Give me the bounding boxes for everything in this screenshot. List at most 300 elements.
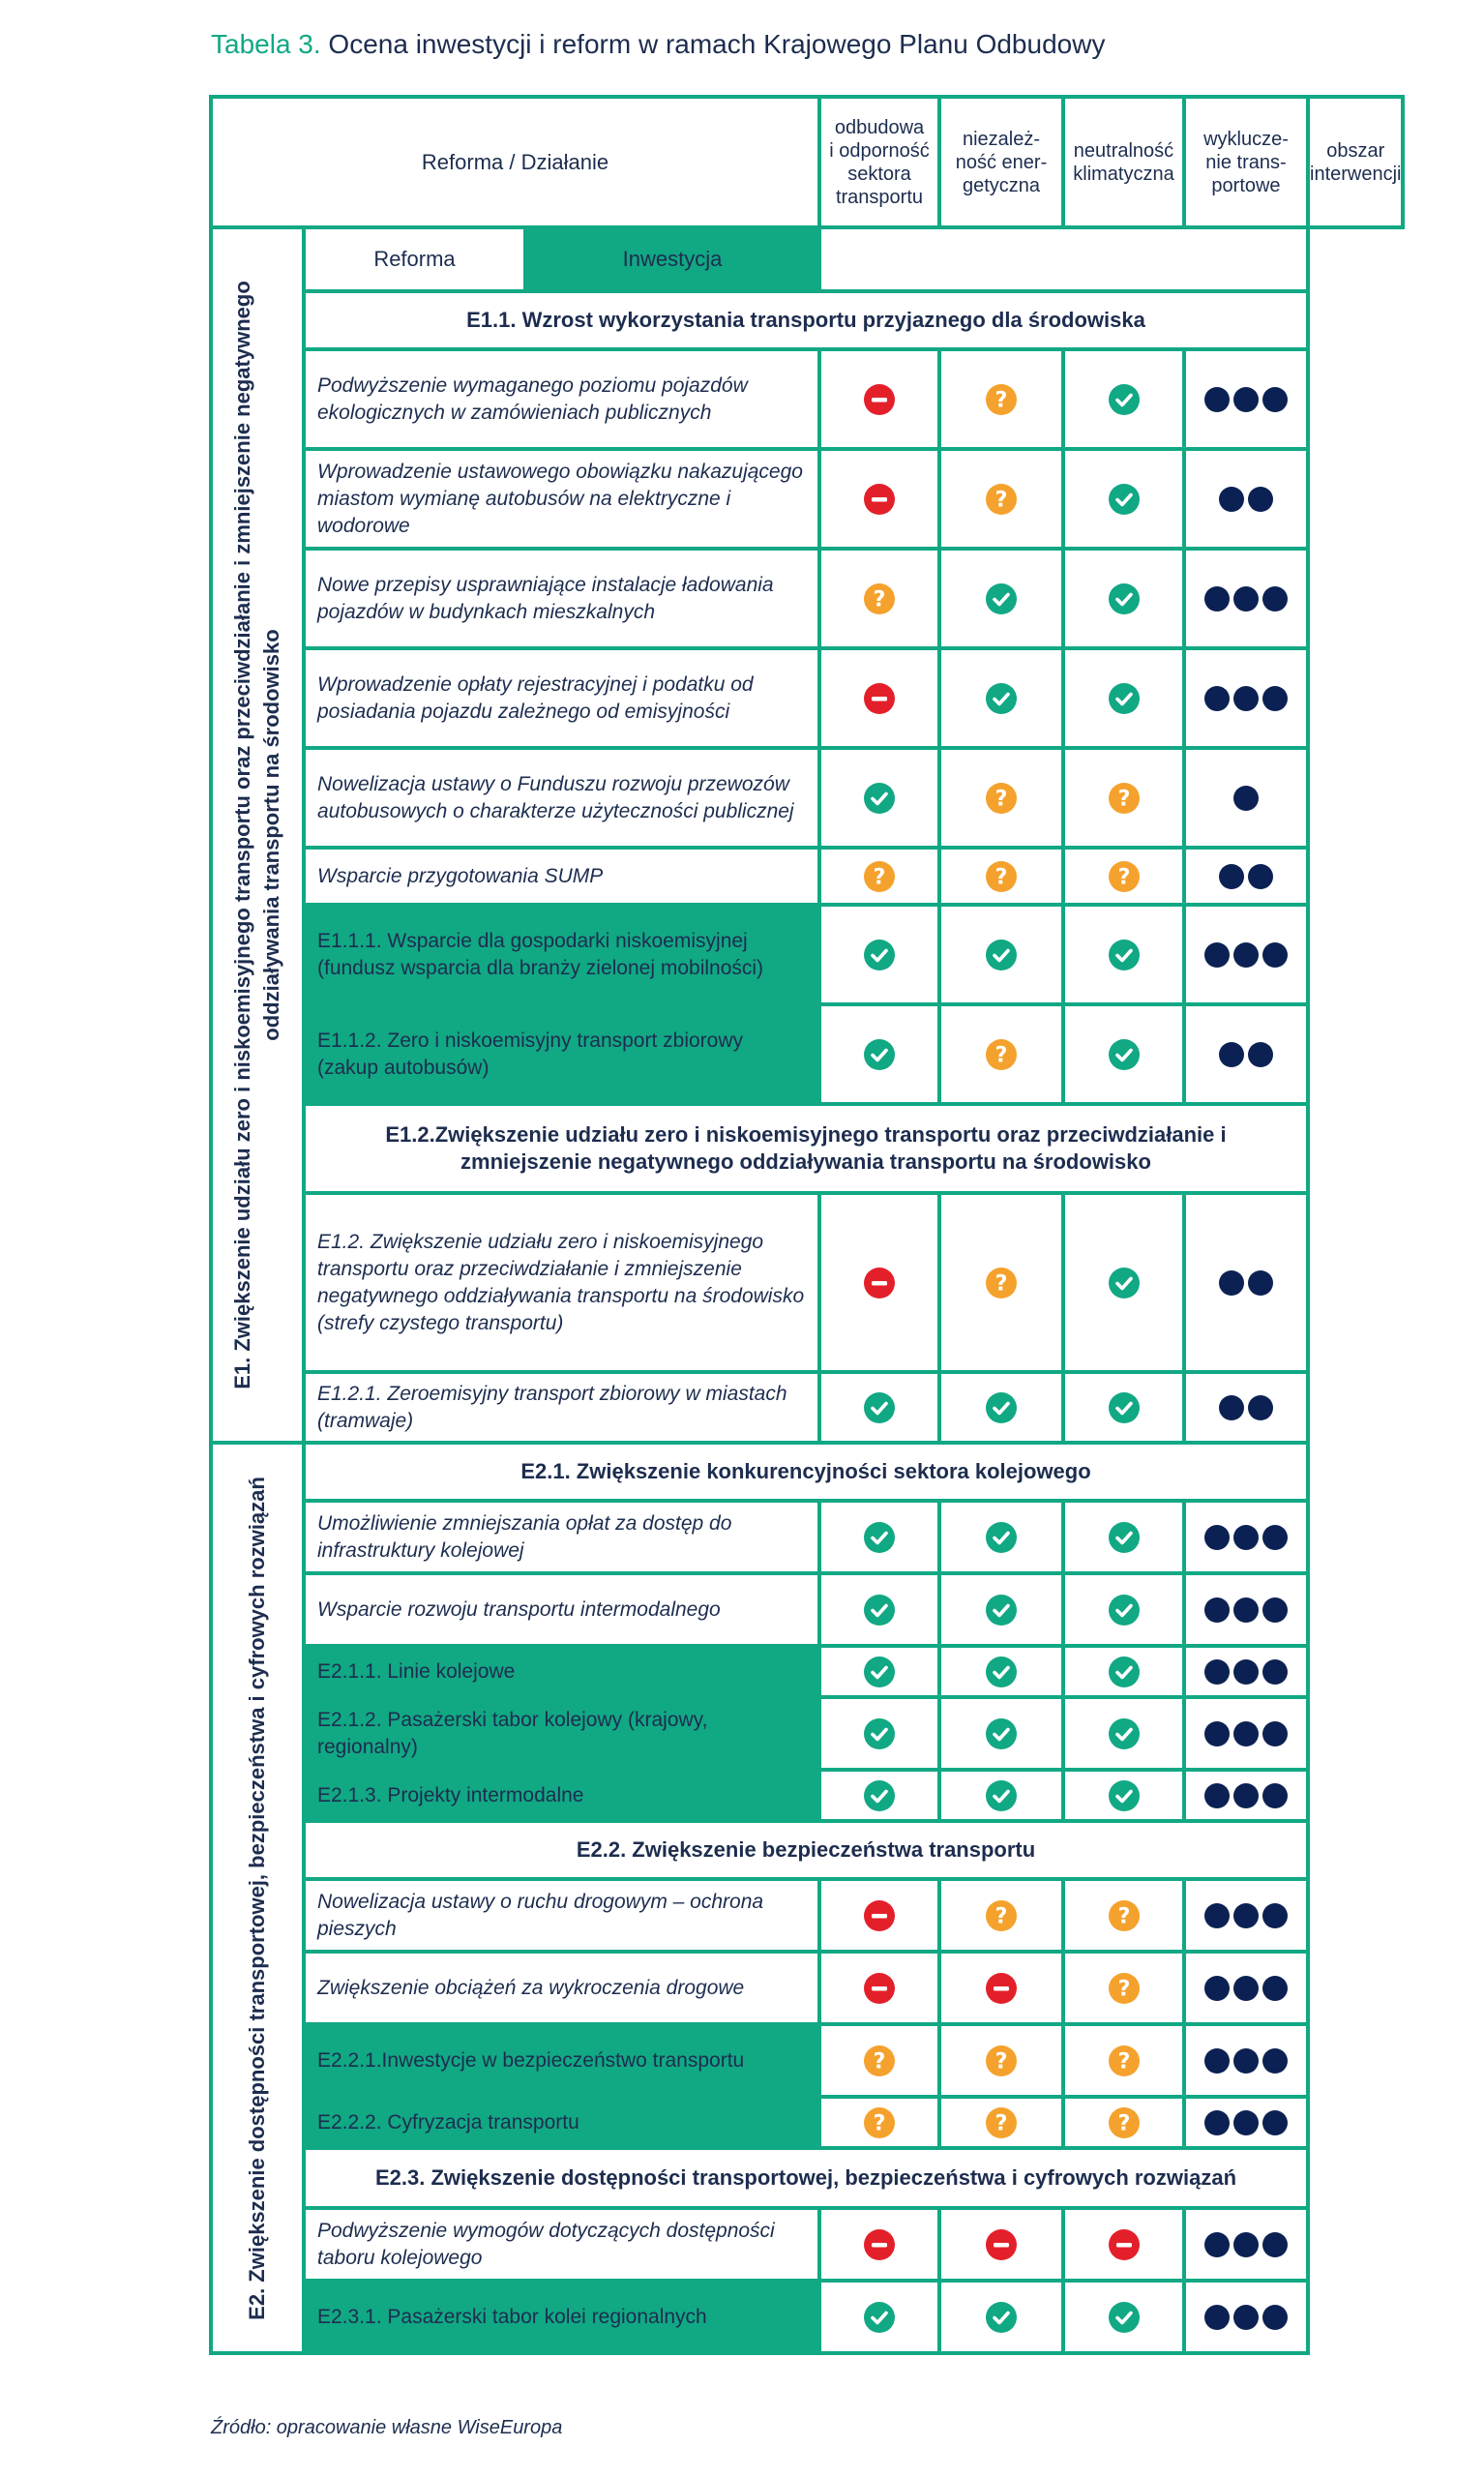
svg-text:?: ? [994,1271,1008,1296]
section-heading-text: E2.2. Zwiększenie bezpieczeństwa transportu [576,1837,1036,1862]
reform-row-label [302,1499,821,1575]
check-icon [864,1522,895,1553]
row-label-text: E1.1.2. Zero i niskoemisyjny transport zbiorowy (zakup autobusów) [317,1029,744,1079]
assessment-cell [1061,347,1186,451]
check-icon [1109,1039,1140,1070]
column-header-4 [1182,95,1310,229]
svg-text:?: ? [994,1904,1008,1928]
assessment-cell [1061,1695,1186,1772]
check-icon [1109,583,1140,614]
intervention-dot [1233,1597,1259,1623]
intervention-area-cell [1182,1644,1310,1699]
assessment-cell [817,1499,941,1575]
assessment-cell [817,2206,941,2283]
minus-icon [864,2229,895,2260]
intervention-area-cell [1182,1571,1310,1648]
check-icon [1109,1780,1140,1811]
reform-action-header [209,95,821,229]
assessment-cell [1061,2206,1186,2283]
group-e1-text: E1. Zwiększenie udziału zero i niskoemisyjnego transportu oraz przeciwdziałanie i zmniejszenie negatywnego oddziaływania transportu na środowisko [230,281,283,1389]
assessment-cell [817,1950,941,2026]
intervention-dot [1248,1270,1273,1296]
svg-text:?: ? [994,787,1008,811]
reform-row-label [302,1370,821,1445]
assessment-cell [817,1768,941,1823]
intervention-dot [1219,1395,1244,1420]
section-heading-text: E1.1. Wzrost wykorzystania transportu przyjaznego dla środowiska [466,308,1145,332]
assessment-cell [1061,2279,1186,2355]
assessment-cell [1061,2095,1186,2150]
intervention-dot [1262,2048,1288,2074]
assessment-cell [817,1002,941,1106]
intervention-dot [1233,786,1259,811]
question-icon [986,2107,1017,2138]
assessment-cell [817,746,941,850]
source-note: Źródło: opracowanie własne WiseEuropa [211,2417,563,2438]
question-icon [864,2045,895,2076]
intervention-dot [1248,487,1273,512]
question-icon [986,2045,1017,2076]
intervention-dot [1204,2110,1230,2135]
row-label-text: Podwyższenie wymogów dotyczących dostępności taboru kolejowego [317,2219,775,2269]
investment-row-label [302,1768,821,1823]
column-header-1 [817,95,941,229]
svg-text:?: ? [873,2111,886,2135]
intervention-area-cell [1182,1877,1310,1954]
table-number: Tabela 3. [211,29,321,59]
minus-icon [864,384,895,415]
question-icon [986,861,1017,892]
column-header-label: niezależ- ność ener- getyczna [955,128,1048,196]
question-icon [864,2107,895,2138]
group-label-e2 [209,1441,306,2355]
reform-row-label [302,646,821,750]
question-icon [864,861,895,892]
check-icon [864,1718,895,1749]
intervention-area-cell [1182,646,1310,750]
assessment-cell [1061,447,1186,551]
intervention-area-cell [1182,746,1310,850]
intervention-dot [1233,1783,1259,1808]
assessment-cell [1061,746,1186,850]
svg-text:?: ? [994,865,1008,889]
assessment-cell [817,646,941,750]
section-heading-text: E2.1. Zwiększenie konkurencyjności sektora kolejowego [520,1459,1091,1483]
svg-text:?: ? [1117,787,1130,811]
assessment-cell [817,1877,941,1954]
check-icon [1109,1268,1140,1298]
intervention-dot [1262,1721,1288,1746]
tabs-filler [817,225,1310,293]
intervention-dot [1233,1903,1259,1928]
check-icon [986,1392,1017,1423]
intervention-dot [1204,942,1230,968]
minus-icon [864,1900,895,1931]
check-icon [986,683,1017,714]
minus-icon [1109,2229,1140,2260]
intervention-dot [1262,2305,1288,2330]
row-label-text: Wprowadzenie ustawowego obowiązku nakazującego miastom wymianę autobusów na elektryczne i wodorowe [317,460,803,537]
svg-text:?: ? [873,587,886,612]
assessment-cell [937,903,1065,1006]
question-icon [986,384,1017,415]
group-e2-text: E2. Zwiększenie dostępności transportowej, bezpieczeństwa i cyfrowych rozwiązań [245,1476,269,2320]
row-label-text: Nowe przepisy usprawniające instalacje ładowania pojazdów w budynkach mieszkalnych [317,573,774,623]
column-header-2 [937,95,1065,229]
check-icon [864,1780,895,1811]
question-icon [1109,2107,1140,2138]
assessment-cell [817,447,941,551]
check-icon [986,2302,1017,2333]
check-icon [1109,384,1140,415]
assessment-cell [937,846,1065,907]
assessment-cell [1061,1571,1186,1648]
assessment-cell [937,746,1065,850]
intervention-dot [1233,1659,1259,1685]
reform-row-label [302,347,821,451]
intervention-area-cell [1182,2095,1310,2150]
section-heading-text: E1.2.Zwiększenie udziału zero i niskoemisyjnego transportu oraz przeciwdziałanie i zmniejszenie negatywnego oddziaływania transportu na środowisko [385,1122,1227,1174]
intervention-dot [1262,1976,1288,2001]
row-label-text: E2.3.1. Pasażerski tabor kolei regionalnych [317,2305,707,2328]
check-icon [864,1392,895,1423]
legend-reform-label: Reforma [373,247,456,271]
assessment-cell [1061,1877,1186,1954]
intervention-dot [1262,586,1288,612]
intervention-dot [1204,2232,1230,2257]
check-icon [1109,1392,1140,1423]
investment-row-label [302,1644,821,1699]
intervention-dot [1204,1721,1230,1746]
assessment-cell [937,1191,1065,1374]
intervention-area-cell [1182,2206,1310,2283]
assessment-table [211,97,1402,2390]
intervention-dot [1233,387,1259,412]
reform-row-label [302,1950,821,2026]
intervention-dot [1233,586,1259,612]
check-icon [1109,1656,1140,1687]
assessment-cell [817,547,941,650]
check-icon [864,2302,895,2333]
svg-text:?: ? [994,388,1008,412]
minus-icon [986,2229,1017,2260]
intervention-area-cell [1182,347,1310,451]
assessment-cell [1061,846,1186,907]
reform-row-label [302,846,821,907]
column-header-label: wyklucze- nie trans- portowe [1203,128,1289,196]
column-header-label: neutralność klimatyczna [1073,139,1174,185]
row-label-text: Wsparcie przygotowania SUMP [317,864,604,887]
intervention-area-cell [1182,2279,1310,2355]
investment-row-label [302,903,821,1006]
assessment-cell [937,1877,1065,1954]
svg-text:?: ? [1117,2049,1130,2074]
assessment-cell [817,846,941,907]
intervention-dot [1219,487,1244,512]
assessment-cell [937,1695,1065,1772]
row-label-text: E2.2.1.Inwestycje w bezpieczeństwo transportu [317,2048,745,2072]
assessment-cell [1061,1950,1186,2026]
intervention-dot [1204,1597,1230,1623]
minus-icon [864,683,895,714]
intervention-dot [1219,1042,1244,1067]
check-icon [1109,683,1140,714]
assessment-cell [1061,547,1186,650]
assessment-cell [1061,1191,1186,1374]
svg-text:?: ? [994,1043,1008,1067]
minus-icon [864,1268,895,1298]
intervention-dot [1262,686,1288,711]
check-icon [1109,1595,1140,1626]
row-label-text: Podwyższenie wymaganego poziomu pojazdów ekologicznych w zamówieniach publicznych [317,373,748,424]
intervention-dot [1233,1976,1259,2001]
legend-investment-label: Inwestycja [622,247,723,271]
intervention-area-cell [1182,1499,1310,1575]
check-icon [986,1522,1017,1553]
question-icon [864,583,895,614]
assessment-cell [1061,1370,1186,1445]
assessment-cell [817,1191,941,1374]
assessment-cell [1061,1002,1186,1106]
intervention-dot [1262,1659,1288,1685]
investment-row-label [302,1695,821,1772]
intervention-dot [1204,1976,1230,2001]
assessment-cell [937,1644,1065,1699]
assessment-cell [937,646,1065,750]
reform-row-label [302,547,821,650]
row-label-text: E1.1.1. Wsparcie dla gospodarki niskoemisyjnej (fundusz wsparcia dla branży zielonej mobilności) [317,929,764,979]
section-heading [302,1819,1310,1881]
row-label-text: Umożliwienie zmniejszania opłat za dostęp do infrastruktury kolejowej [317,1511,732,1562]
reform-row-label [302,1877,821,1954]
assessment-cell [937,1370,1065,1445]
assessment-cell [937,2095,1065,2150]
row-label-text: E2.1.1. Linie kolejowe [317,1659,516,1683]
question-icon [986,1268,1017,1298]
assessment-cell [937,347,1065,451]
assessment-cell [817,1695,941,1772]
svg-text:?: ? [994,2049,1008,2074]
intervention-dot [1204,586,1230,612]
intervention-area-cell [1182,547,1310,650]
intervention-dot [1204,1659,1230,1685]
row-label-text: E2.1.2. Pasażerski tabor kolejowy (krajowy, regionalny) [317,1708,708,1758]
column-header-5 [1306,95,1405,229]
column-header-3 [1061,95,1186,229]
assessment-cell [937,1571,1065,1648]
row-label-text: E1.2.1. Zeroemisyjny transport zbiorowy w miastach (tramwaje) [317,1382,787,1432]
assessment-cell [937,1499,1065,1575]
svg-text:?: ? [1117,1904,1130,1928]
row-label-text: Zwiększenie obciążeń za wykroczenia drogowe [317,1976,745,1999]
assessment-cell [937,547,1065,650]
assessment-cell [937,1768,1065,1823]
assessment-cell [1061,903,1186,1006]
check-icon [1109,940,1140,970]
reform-row-label [302,1191,821,1374]
assessment-cell [817,1571,941,1648]
section-heading [302,1441,1310,1503]
intervention-dot [1248,1395,1273,1420]
intervention-dot [1262,1903,1288,1928]
intervention-area-cell [1182,1768,1310,1823]
intervention-dot [1262,1525,1288,1550]
svg-text:?: ? [1117,2111,1130,2135]
section-heading-text: E2.3. Zwiększenie dostępności transportowej, bezpieczeństwa i cyfrowych rozwiązań [374,2165,1237,2190]
assessment-cell [817,1370,941,1445]
intervention-dot [1233,942,1259,968]
svg-text:?: ? [873,865,886,889]
check-icon [986,1780,1017,1811]
check-icon [986,1656,1017,1687]
intervention-dot [1233,2305,1259,2330]
intervention-dot [1262,1783,1288,1808]
row-label-text: Wprowadzenie opłaty rejestracyjnej i podatku od posiadania pojazdu zależnego od emisyjności [317,672,754,723]
column-header-label: odbudowa i odporność sektora transportu [829,116,930,208]
row-label-text: Wsparcie rozwoju transportu intermodalnego [317,1597,721,1621]
assessment-cell [937,2022,1065,2099]
intervention-area-cell [1182,2022,1310,2099]
intervention-dot [1204,1783,1230,1808]
intervention-dot [1219,864,1244,889]
intervention-dot [1233,2048,1259,2074]
assessment-cell [817,2095,941,2150]
assessment-cell [937,1002,1065,1106]
check-icon [986,940,1017,970]
intervention-area-cell [1182,1950,1310,2026]
question-icon [1109,1973,1140,2004]
assessment-cell [937,1950,1065,2026]
assessment-cell [937,2206,1065,2283]
assessment-cell [817,2022,941,2099]
svg-text:?: ? [1117,865,1130,889]
svg-text:?: ? [994,2111,1008,2135]
check-icon [986,1718,1017,1749]
minus-icon [986,1973,1017,2004]
question-icon [986,1039,1017,1070]
intervention-dot [1262,942,1288,968]
intervention-dot [1233,2110,1259,2135]
assessment-cell [817,903,941,1006]
legend-investment-tab [523,225,821,293]
intervention-dot [1233,686,1259,711]
question-icon [1109,861,1140,892]
question-icon [1109,1900,1140,1931]
intervention-dot [1248,864,1273,889]
check-icon [1109,2302,1140,2333]
investment-row-label [302,2095,821,2150]
check-icon [864,940,895,970]
assessment-cell [817,347,941,451]
reform-action-label: Reforma / Działanie [421,149,609,174]
intervention-dot [1204,1903,1230,1928]
question-icon [986,783,1017,814]
reform-row-label [302,1571,821,1648]
intervention-dot [1219,1270,1244,1296]
reform-row-label [302,2206,821,2283]
investment-row-label [302,1002,821,1106]
minus-icon [864,484,895,515]
table-caption: Ocena inwestycji i reform w ramach Krajowego Planu Odbudowy [328,29,1106,59]
assessment-cell [817,2279,941,2355]
section-heading [302,289,1310,351]
intervention-area-cell [1182,1002,1310,1106]
svg-text:?: ? [994,488,1008,512]
check-icon [864,783,895,814]
row-label-text: E2.2.2. Cyfryzacja transportu [317,2110,579,2134]
svg-text:?: ? [1117,1977,1130,2001]
legend-reform-tab [302,225,527,293]
question-icon [1109,783,1140,814]
reform-row-label [302,746,821,850]
intervention-dot [1233,2232,1259,2257]
assessment-cell [1061,1644,1186,1699]
intervention-dot [1262,387,1288,412]
investment-row-label [302,2022,821,2099]
check-icon [986,583,1017,614]
intervention-dot [1233,1721,1259,1746]
check-icon [986,1595,1017,1626]
intervention-dot [1204,2048,1230,2074]
section-heading [302,1102,1310,1195]
assessment-cell [817,1644,941,1699]
investment-row-label [302,2279,821,2355]
table-title [211,29,1105,60]
svg-text:?: ? [873,2049,886,2074]
reform-row-label [302,447,821,551]
group-label-e1 [209,225,306,1445]
assessment-cell [1061,1768,1186,1823]
check-icon [1109,484,1140,515]
assessment-cell [937,2279,1065,2355]
intervention-area-cell [1182,1191,1310,1374]
intervention-dot [1248,1042,1273,1067]
check-icon [864,1656,895,1687]
intervention-dot [1262,2232,1288,2257]
check-icon [1109,1718,1140,1749]
question-icon [986,1900,1017,1931]
intervention-dot [1204,2305,1230,2330]
intervention-area-cell [1182,903,1310,1006]
intervention-dot [1233,1525,1259,1550]
minus-icon [864,1973,895,2004]
row-label-text: Nowelizacja ustawy o Funduszu rozwoju przewozów autobusowych o charakterze użyteczności publicznej [317,772,794,822]
check-icon [1109,1522,1140,1553]
check-icon [864,1039,895,1070]
question-icon [986,484,1017,515]
intervention-area-cell [1182,846,1310,907]
assessment-cell [1061,646,1186,750]
question-icon [1109,2045,1140,2076]
intervention-dot [1204,1525,1230,1550]
intervention-dot [1204,387,1230,412]
intervention-dot [1262,2110,1288,2135]
intervention-area-cell [1182,1370,1310,1445]
assessment-cell [1061,2022,1186,2099]
row-label-text: E2.1.3. Projekty intermodalne [317,1783,584,1806]
row-label-text: Nowelizacja ustawy o ruchu drogowym – ochrona pieszych [317,1890,764,1940]
intervention-area-cell [1182,447,1310,551]
intervention-area-cell [1182,1695,1310,1772]
assessment-cell [937,447,1065,551]
row-label-text: E1.2. Zwiększenie udziału zero i niskoemisyjnego transportu oraz przeciwdziałanie i zmniejszenie negatywnego oddziaływania transportu na środowisko (strefy czystego transportu) [317,1230,805,1334]
assessment-cell [1061,1499,1186,1575]
column-header-label: obszar interwencji [1310,139,1402,185]
intervention-dot [1262,1597,1288,1623]
section-heading [302,2146,1310,2210]
check-icon [864,1595,895,1626]
intervention-dot [1204,686,1230,711]
